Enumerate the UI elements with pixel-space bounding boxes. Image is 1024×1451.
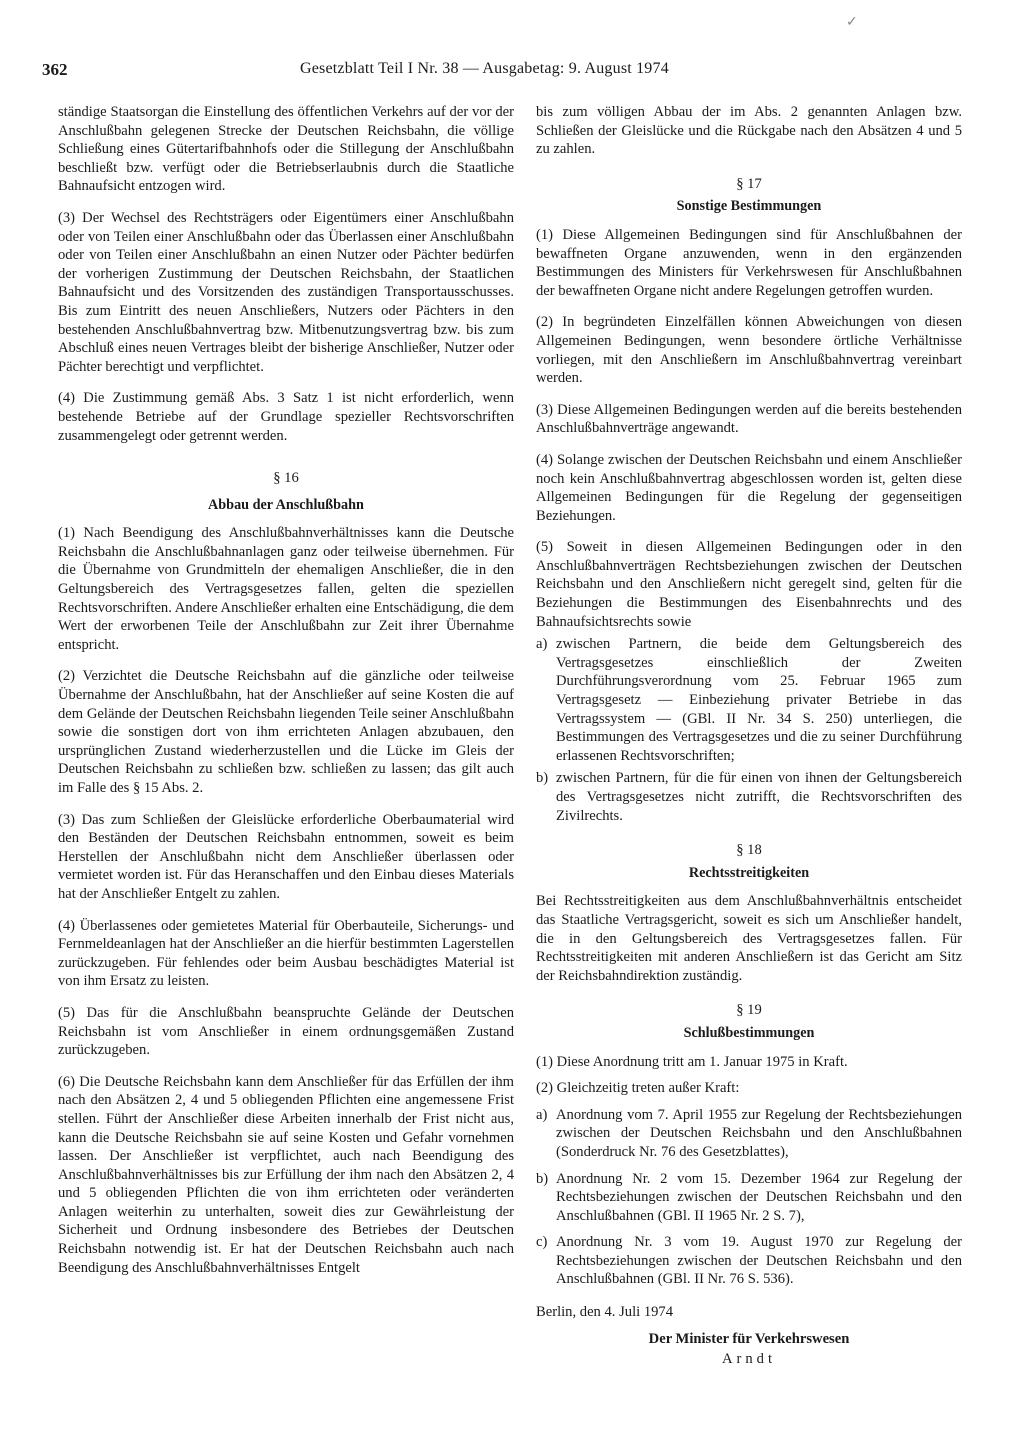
list-marker: c): [536, 1234, 548, 1251]
page-header: [42, 60, 984, 82]
section-17-paragraph-1: (1) Diese Allgemeinen Bedingungen sind für Anschlußbahnen der bewaffneten Organe anzuwenden, wenn in den ergänzenden Bestimmungen des Ministers für Verkehrswesen für Anschlußbahnen der bewaffneten Organe nicht andere Regelungen getroffen wurden.: [536, 226, 962, 299]
section-16-paragraph-2: (2) Verzichtet die Deutsche Reichsbahn auf die gänzliche oder teilweise Übernahme der Anschlußbahn, hat der Anschließer auf seine Kosten die auf dem Gelände der Deutschen Reichsbahn liegenden Teile seiner Anschlußbahn sowie die sonstigen dort von ihm errichteten Anlagen abzubauen, den ursprünglichen Zustand wiederherzustellen und die Lücke im Gleis der Deutschen Reichsbahn zu schließen bzw. schließen zu lassen; das gilt auch im Falle des § 15 Abs. 2.: [58, 668, 514, 796]
section-17-number: § 17: [736, 175, 762, 192]
section-19-number: § 19: [736, 1002, 762, 1019]
continued-paragraph: bis zum völligen Abbau der im Abs. 2 genannten Anlagen bzw. Schließen der Gleislücke und die Rückgabe nach den Absätzen 4 und 5 zu zahlen.: [536, 104, 962, 158]
paragraph-4: (4) Die Zustimmung gemäß Abs. 3 Satz 1 ist nicht erforderlich, wenn bestehende Betriebe auf der Grundlage spezieller Rechtsvorschriften zusammengelegt oder getrennt werden.: [58, 390, 514, 444]
page-number: 362: [42, 60, 68, 79]
list-text: Anordnung Nr. 2 vom 15. Dezember 1964 zur Regelung der Rechtsbeziehungen zwischen der Deutschen Reichsbahn und den Anschlußbahnen (GBl. II 1965 Nr. 2 S. 7),: [556, 1170, 962, 1224]
section-16-paragraph-5: (5) Das für die Anschlußbahn beanspruchte Gelände der Deutschen Reichsbahn ist vom Anschließer in einem ordnungsgemäßen Zustand zurückzugeben.: [58, 1004, 514, 1059]
margin-pencil-mark: ✓: [846, 15, 858, 30]
right-column: [536, 103, 962, 1369]
section-18-paragraph: Bei Rechtsstreitigkeiten aus dem Anschlußbahnverhältnis entscheidet das Staatliche Vertragsgericht, soweit es sich um Anschließer handelt, die in den Geltungsbereich des Vertragsgesetzes fallen. Für Rechtsstreitigkeiten mit anderen Anschließern ist das Gericht am Sitz der Reichsbahndirektion zuständig.: [536, 893, 962, 984]
minister-title: Der Minister für Verkehrswesen: [648, 1330, 850, 1347]
section-16-paragraph-1: (1) Nach Beendigung des Anschlußbahnverhältnisses kann die Deutsche Reichsbahn die Anschlußbahnanlagen ganz oder teilweise übernehmen. Für die Übernahme von Grundmitteln der ehemaligen Anschließer, die in den Geltungsbereich des Vertragsgesetzes fallen, gelten die speziellen Rechtsvorschriften. Andere Anschließer erhalten eine Entschädigung, die dem Wert der erworbenen Teile der Anschlußbahn zur Zeit ihrer Übernahme entspricht.: [58, 525, 514, 653]
section-17-paragraph-2: (2) In begründeten Einzelfällen können Abweichungen von diesen Allgemeinen Bedingungen, wenn besondere örtliche Verhältnisse vorliegen, mit den Anschließern im Anschlußbahnvertrag vereinbart werden.: [536, 314, 962, 387]
section-16-paragraph-6: (6) Die Deutsche Reichsbahn kann dem Anschließer für das Erfüllen der ihm nach den Absätzen 2, 4 und 5 obliegenden Pflichten eine angemessene Frist stellen. Führt der Anschließer diese Arbeiten innerhalb der Frist nicht aus, kann die Deutsche Reichsbahn sie auf seine Kosten und Gefahr vornehmen lassen. Der Anschließer ist verpflichtet, auch nach Beendigung des Anschlußbahnverhältnisses bis zur Erfüllung der ihm nach den Absätzen 2, 4 und 5 obliegenden Pflichten die von ihm errichteten oder veränderten Anlagen weiterhin zu unterhalten, soweit dies zur Gewährleistung der Sicherheit und Ordnung insbesondere des Betriebes der Deutschen Reichsbahn notwendig ist. Er hat der Deutschen Reichsbahn auch nach Beendigung des Anschlußbahnverhältnisses Entgelt: [58, 1073, 514, 1276]
section-19-paragraph-2: (2) Gleichzeitig treten außer Kraft:: [536, 1080, 740, 1097]
gazette-title: Gesetzblatt Teil I Nr. 38 — Ausgabetag: 9. August 1974: [300, 60, 669, 77]
list-text: zwischen Partnern, die beide dem Geltungsbereich des Vertragsgesetzes einschließlich der Zweiten Durchführungsverordnung vom 25. Februar 1965 zum Vertragsgesetz — Einbeziehung privater Betriebe in das Vertragssystem — (GBl. II Nr. 34 S. 250) unterliegen, die Bestimmungen des Vertragsgesetzes und die zu seiner Durchführung erlassenen Rechtsvorschriften;: [556, 636, 962, 764]
list-item: [536, 1106, 962, 1162]
section-16-paragraph-4: (4) Überlassenes oder gemietetes Material für Oberbauteile, Sicherungs- und Fernmeldeanlagen hat der Anschließer an die hierfür bestimmten Lagerstellen zurückzugeben. Für fehlendes oder beim Ausbau beschädigtes Material ist von ihm Ersatz zu leisten.: [58, 917, 514, 990]
list-text: zwischen Partnern, für die für einen von ihnen der Geltungsbereich des Vertragsgesetzes nicht zutrifft, die Rechtsvorschriften des Zivilrechts.: [556, 770, 962, 824]
section-18-title: Rechtsstreitigkeiten: [688, 864, 810, 881]
signatory-name: Arndt: [721, 1351, 777, 1368]
section-16-number: § 16: [273, 470, 299, 487]
paragraph-3: (3) Der Wechsel des Rechtsträgers oder Eigentümers einer Anschlußbahn oder von Teilen einer Anschlußbahn oder das Überlassen einer Anschlußbahn oder von Teilen einer Anschlußbahn an einen Nutzer oder Pächter bedürfen der vorherigen Zustimmung der Deutschen Reichsbahn, der Staatlichen Bahnaufsicht und des Vorsitzenden des zuständigen Transportausschusses. Bis zum Eintritt des neuen Anschließers, Nutzers oder Pächters in den bestehenden Anschlußbahnvertrag bzw. Mitbenutzungsvertrag bzw. bis zum Abschluß eines neuen Vertrages bleibt der bisherige Anschließer, Nutzer oder Pächter berechtigt und verpflichtet.: [58, 209, 514, 375]
place-and-date: Berlin, den 4. Juli 1974: [536, 1304, 674, 1321]
list-item: [536, 1170, 962, 1226]
section-16-title: Abbau der Anschlußbahn: [208, 496, 364, 513]
list-text: Anordnung vom 7. April 1955 zur Regelung der Rechtsbeziehungen zwischen der Deutschen Reichsbahn und den Anschlußbahnen (Sonderdruck Nr. 76 des Gesetzblattes),: [556, 1106, 962, 1160]
section-16-paragraph-3: (3) Das zum Schließen der Gleislücke erforderliche Oberbaumaterial wird den Beständen der Deutschen Reichsbahn entnommen, soweit es beim Herstellen der Anschlußbahn nicht dem Anschließer überlassen oder vermietet worden ist. Für das Heranschaffen und den Einbau dieses Materials hat der Anschließer Entgelt zu zahlen.: [58, 811, 514, 902]
section-17-paragraph-3: (3) Diese Allgemeinen Bedingungen werden auf die bereits bestehenden Anschlußbahnverträge angewandt.: [536, 401, 962, 437]
list-marker: a): [536, 1106, 548, 1123]
section-17-paragraph-4: (4) Solange zwischen der Deutschen Reichsbahn und einem Anschließer noch kein Anschlußbahnvertrag abgeschlossen worden ist, gelten diese Allgemeinen Bedingungen für die Regelung der gegenseitigen Beziehungen.: [536, 451, 962, 524]
list-item: [536, 769, 962, 825]
list-marker: a): [536, 636, 548, 653]
section-17-paragraph-5: (5) Soweit in diesen Allgemeinen Bedingungen oder in den Anschlußbahnverträgen Rechtsbeziehungen zwischen der Deutschen Reichsbahn und den Anschließern nicht geregelt sind, gelten für die Beziehungen die Bestimmungen des Eisenbahnrechts und des Bahnaufsichtsrechts sowie: [536, 539, 962, 630]
list-item: [536, 635, 962, 765]
list-text: Anordnung Nr. 3 vom 19. August 1970 zur Regelung der Rechtsbeziehungen zwischen der Deutschen Reichsbahn und den Anschlußbahnen (GBl. II Nr. 76 S. 536).: [556, 1234, 962, 1288]
section-19-title: Schlußbestimmungen: [683, 1024, 815, 1041]
section-19-paragraph-1: (1) Diese Anordnung tritt am 1. Januar 1975 in Kraft.: [536, 1053, 848, 1070]
list-item: [536, 1233, 962, 1289]
list-marker: b): [536, 770, 549, 787]
list-marker: b): [536, 1170, 549, 1187]
section-18-number: § 18: [736, 842, 762, 859]
left-column: [58, 103, 514, 1277]
section-17-title: Sonstige Bestimmungen: [676, 198, 822, 215]
continued-paragraph: ständige Staatsorgan die Einstellung des öffentlichen Verkehrs auf der vor der Anschlußbahn gelegenen Strecke der Deutschen Reichsbahn, die völlige Schließung eines Gütertarifbahnhofs oder die Stillegung der Anschlußbahn beschließt bzw. verfügt oder die Betriebserlaubnis durch die Staatliche Bahnaufsicht entzogen wird.: [58, 104, 514, 195]
